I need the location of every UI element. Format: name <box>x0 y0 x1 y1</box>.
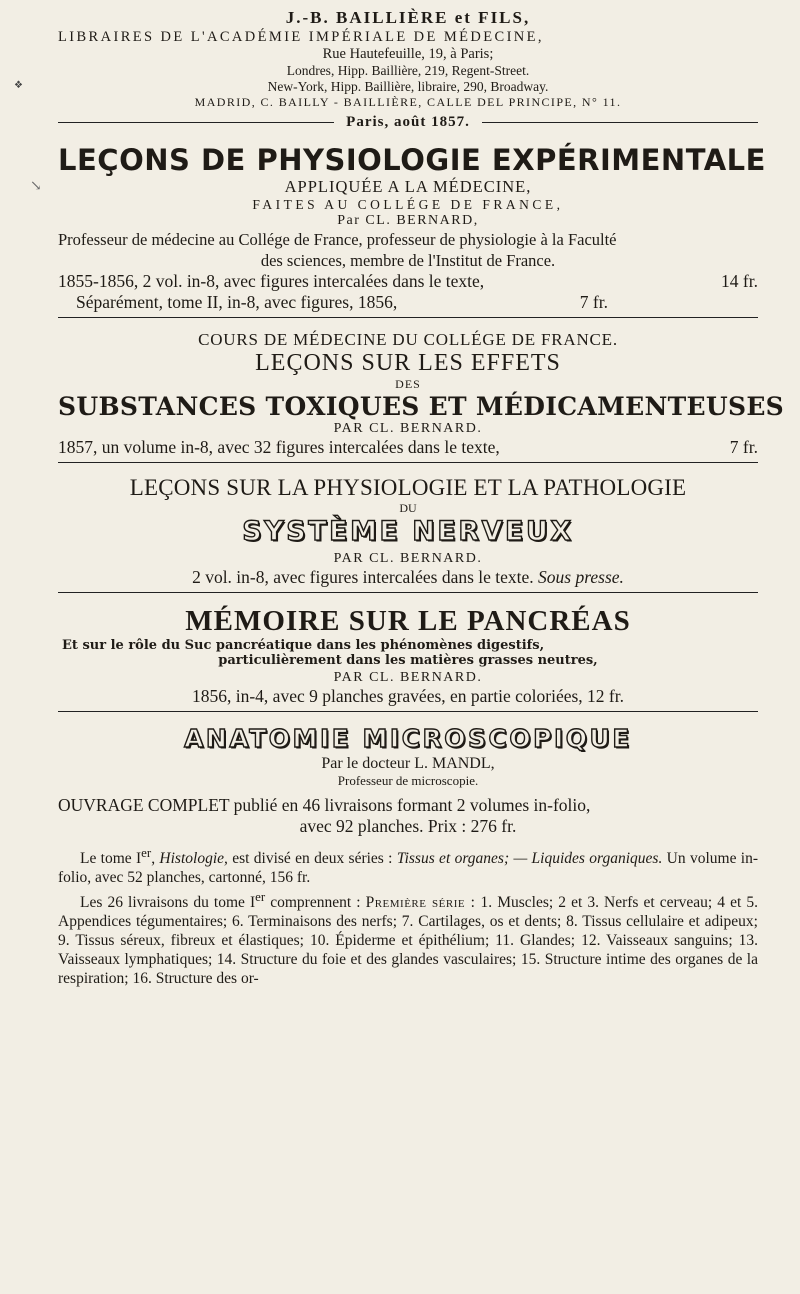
edition-text: Séparément, tome II, in-8, avec figures, 1856, <box>76 292 398 312</box>
text-span: 1. Muscles; 2 et 3. Nerfs et cerveau; 4 et 5. Appendices tégumentaires; 6. Terminaisons des nerfs; 7. Cartilages, os et dents; 8. Tissus cellulaire et adipeux; 9. Tissus séreux, fibreux et élastiques; 10. Épiderme et épithélium; 11. Glandes; 12. Vaisseaux sanguins; 13. Vaisseaux lymphatiques; 14. Structure du foie et des glandes vasculaires; 15. Structure intime des organes de la respiration; 16. Structure des or- <box>58 894 758 988</box>
publisher-newyork: New-York, Hipp. Baillière, libraire, 290, Broadway. <box>267 79 549 94</box>
work-summary-cont: avec 92 planches. Prix : 276 fr. <box>299 816 517 836</box>
book-title: ANATOMIE MICROSCOPIQUE <box>184 724 632 753</box>
book-author: PAR CL. BERNARD. <box>333 421 483 436</box>
divider <box>58 462 758 463</box>
livraisons-contents <box>58 887 758 988</box>
edition-price: 7 fr. <box>579 292 608 312</box>
text-span: Un volume in-folio, avec 52 planches, cartonné, 156 fr. <box>58 850 758 887</box>
book-title: LEÇONS DE PHYSIOLOGIE EXPÉRIMENTALE <box>58 143 766 177</box>
edition-row <box>58 437 758 458</box>
author-description-cont: des sciences, membre de l'Institut de France. <box>260 251 556 270</box>
text-span: Les 26 livraisons du tome I <box>80 894 256 912</box>
series-name: COURS DE MÉDECINE DU COLLÉGE DE FRANCE. <box>198 330 618 349</box>
text-span: , <box>151 850 160 868</box>
publisher-name: J.-B. BAILLIÈRE et FILS, <box>285 8 531 27</box>
book-title-connector: DES <box>395 377 421 391</box>
book-author: Par le docteur L. MANDL, <box>321 755 495 772</box>
edition-text: 2 vol. in-8, avec figures intercalées dans le texte. <box>192 567 534 587</box>
book-title: LEÇONS SUR LES EFFETS <box>255 350 561 376</box>
publisher-title: LIBRAIRES DE L'ACADÉMIE IMPÉRIALE DE MÉDECINE, <box>58 29 544 45</box>
book-listing-physiologie <box>58 143 766 318</box>
book-author: PAR CL. BERNARD. <box>333 551 483 566</box>
edition-price: 14 fr. <box>721 271 758 291</box>
book-listing-pancreas <box>58 605 758 712</box>
publisher-london: Londres, Hipp. Baillière, 219, Regent-Street. <box>286 63 530 78</box>
edition-row <box>58 271 758 292</box>
book-subtitle: Et sur le rôle du Suc pancréatique dans les phénomènes digestifs, <box>62 638 545 653</box>
book-subtitle: APPLIQUÉE A LA MÉDECINE, <box>284 177 532 196</box>
text-span: Le tome I <box>80 850 142 868</box>
divider <box>482 122 758 123</box>
edition-price: 12 fr. <box>587 686 624 706</box>
edition-row <box>58 567 758 588</box>
book-author: Par CL. BERNARD, <box>337 213 479 228</box>
edition-status: Sous presse. <box>538 567 624 587</box>
text-span-smallcaps: Première série : <box>365 894 476 912</box>
publisher-madrid: MADRID, C. BAILLY - BAILLIÈRE, CALLE DEL PRINCIPE, N° 11. <box>194 95 622 109</box>
margin-mark-icon: ❖ <box>14 80 23 91</box>
book-title: SYSTÈME NERVEUX <box>242 516 574 547</box>
edition-row <box>58 292 758 313</box>
superscript: er <box>141 845 152 860</box>
edition-text: 1857, un volume in-8, avec 32 figures intercalées dans le texte, <box>58 437 500 457</box>
book-context: FAITES AU COLLÉGE DE FRANCE, <box>252 197 564 212</box>
date-row <box>58 114 758 131</box>
book-subtitle-cont: particulièrement dans les matières grasses neutres, <box>218 653 598 668</box>
edition-row <box>58 686 758 707</box>
book-author: PAR CL. BERNARD. <box>333 670 483 685</box>
text-span: comprennent : <box>265 894 366 912</box>
book-title: SUBSTANCES TOXIQUES ET MÉDICAMENTEUSES <box>58 392 785 421</box>
margin-corner-mark-icon: ↘ <box>30 178 42 194</box>
work-summary: OUVRAGE COMPLET publié en 46 livraisons formant 2 volumes in-folio, <box>58 795 591 815</box>
book-listing-systeme-nerveux <box>58 475 758 593</box>
tome-description <box>58 843 758 887</box>
divider <box>58 122 334 123</box>
divider <box>58 317 758 318</box>
book-listing-substances <box>58 330 785 463</box>
text-span: est divisé en deux séries : <box>227 850 397 868</box>
author-description: Professeur de médecine au Collége de France, professeur de physiologie à la Faculté <box>58 230 617 249</box>
publication-date: Paris, août 1857. <box>346 114 470 130</box>
book-title: LEÇONS SUR LA PHYSIOLOGIE ET LA PATHOLOGIE <box>129 475 687 500</box>
edition-text: 1856, in-4, avec 9 planches gravées, en partie coloriées, <box>191 686 583 706</box>
superscript: er <box>255 889 266 905</box>
edition-text: 1855-1856, 2 vol. in-8, avec figures intercalées dans le texte, <box>58 271 485 291</box>
divider <box>58 592 758 593</box>
divider <box>58 711 758 712</box>
edition-price: 7 fr. <box>729 437 758 457</box>
book-listing-anatomie <box>58 724 758 988</box>
text-span-italic: Tissus et organes; — Liquides organiques. <box>396 850 663 868</box>
publisher-header <box>58 8 758 131</box>
text-span-italic: Histologie, <box>159 850 228 868</box>
author-role: Professeur de microscopie. <box>337 773 479 788</box>
book-title-connector: DU <box>399 501 417 515</box>
publisher-address: Rue Hautefeuille, 19, à Paris; <box>322 46 494 62</box>
book-title: MÉMOIRE SUR LE PANCRÉAS <box>185 605 631 637</box>
